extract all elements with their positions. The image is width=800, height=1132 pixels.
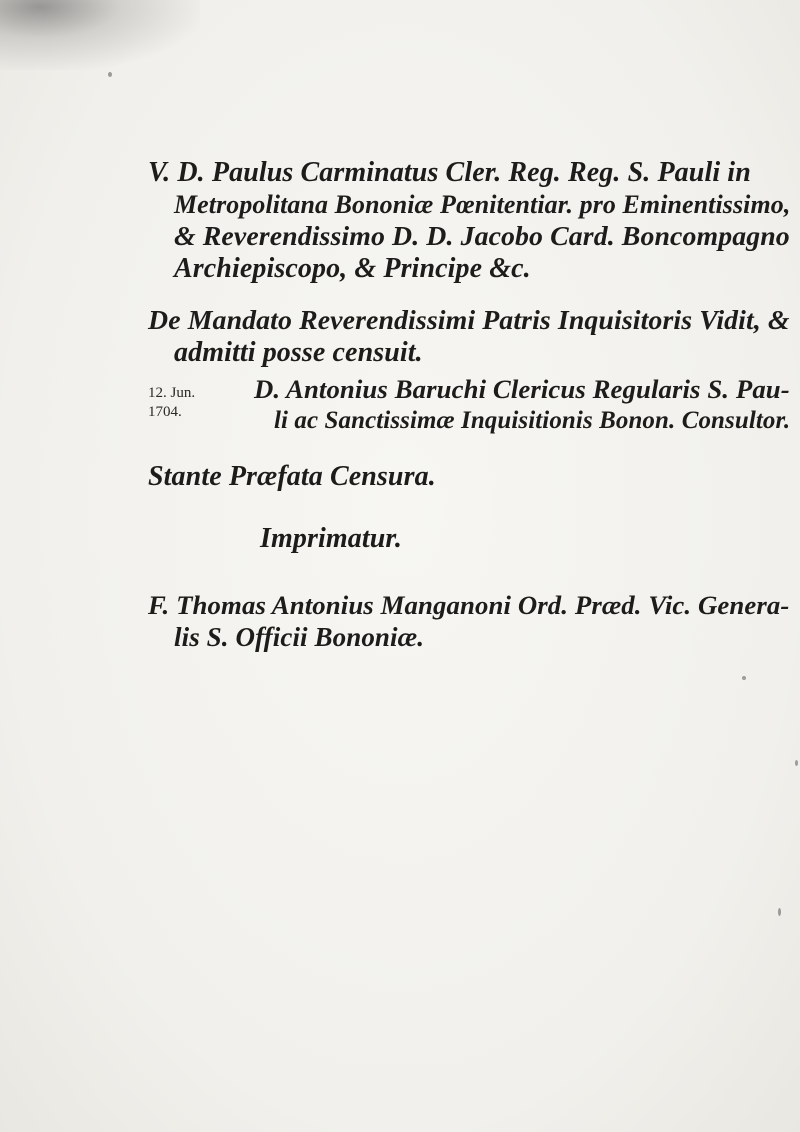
mandate-line-1: De Mandato Reverendissimi Patris Inquisitoris Vidit, & (148, 305, 790, 336)
signature-line-1: F. Thomas Antonius Manganoni Ord. Præd. Vic. Genera- (148, 590, 790, 620)
margin-date-year: 1704. (148, 404, 182, 420)
margin-date-day: 12. Jun. (148, 385, 196, 401)
ink-fleck (108, 72, 112, 77)
approval-line-1: V. D. Paulus Carminatus Cler. Reg. Reg. S. Pauli in (148, 157, 751, 188)
consultor-line-1: D. Antonius Baruchi Clericus Regularis S. Pau- (254, 374, 790, 404)
approval-line-4: Archiepiscopo, & Principe &c. (174, 253, 531, 284)
approval-line-2: Metropolitana Bononiæ Pœnitentiar. pro Eminentissimo, (174, 190, 791, 219)
signature-line-2: lis S. Officii Bononiæ. (174, 622, 425, 652)
ink-fleck (742, 676, 746, 680)
ink-fleck (795, 760, 798, 766)
page-stain (0, 0, 200, 70)
mandate-line-2: admitti posse censuit. (174, 337, 423, 368)
approval-line-3: & Reverendissimo D. D. Jacobo Card. Boncompagno (174, 221, 790, 252)
ink-fleck (778, 908, 781, 916)
consultor-line-2: li ac Sanctissimæ Inquisitionis Bonon. Consultor. (274, 407, 791, 434)
imprimatur-heading: Imprimatur. (260, 523, 402, 554)
stante-line: Stante Præfata Censura. (148, 461, 436, 492)
